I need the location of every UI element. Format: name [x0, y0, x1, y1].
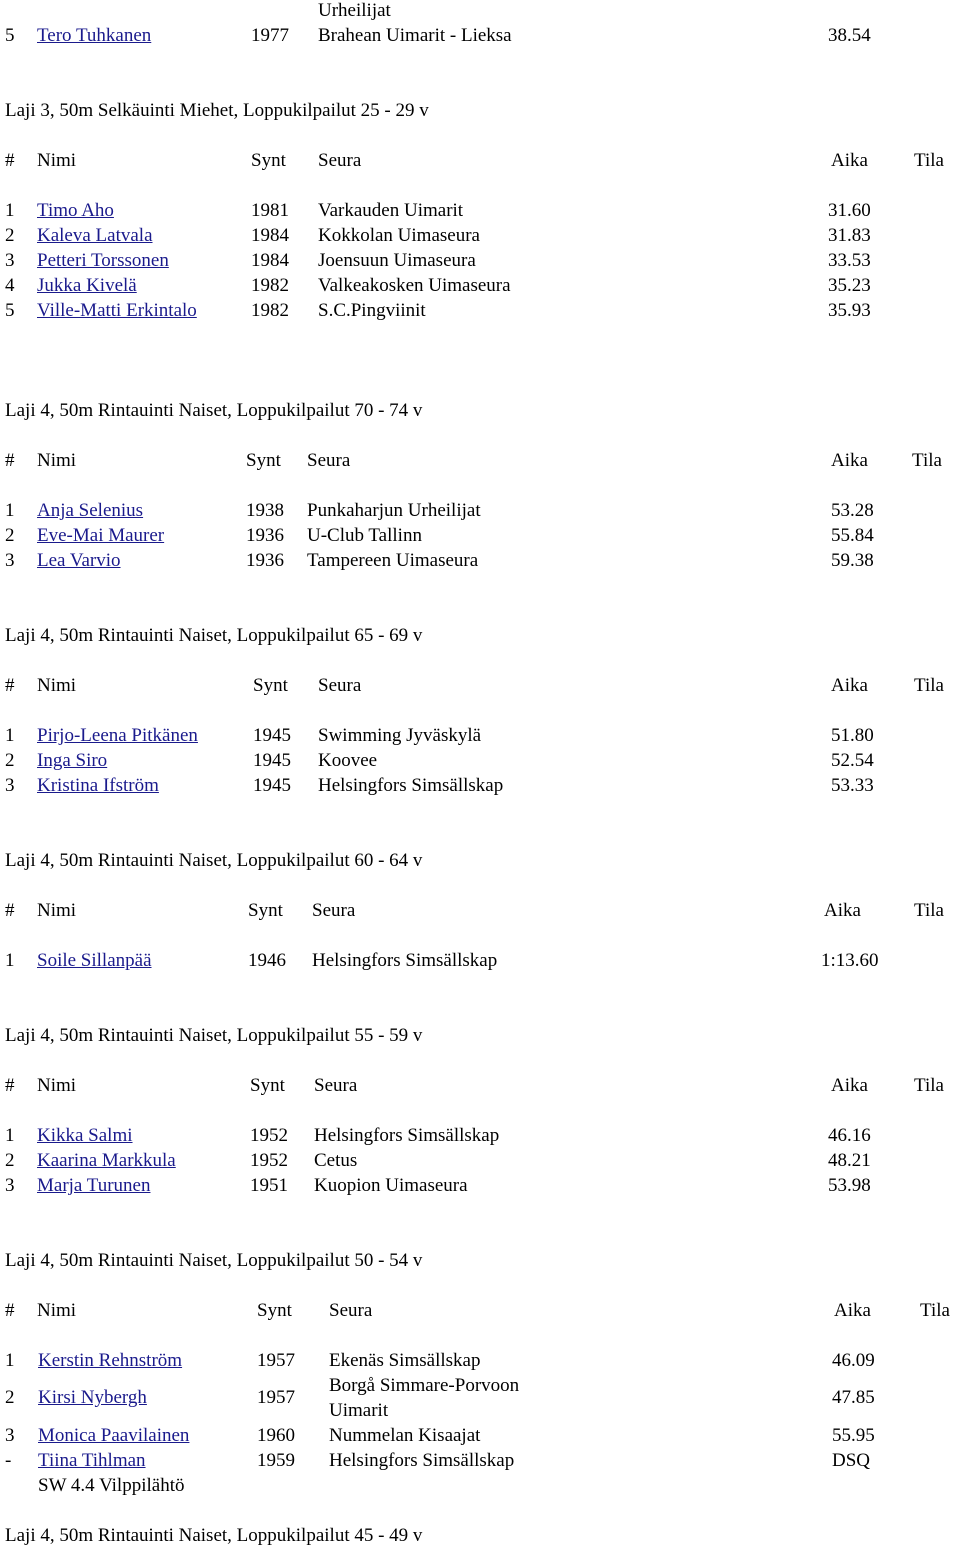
athlete-link[interactable]: Tiina Tihlman: [38, 1450, 146, 1471]
athlete-link[interactable]: Timo Aho: [37, 200, 114, 221]
year-cell: 1945: [253, 725, 291, 746]
club-cell: Punkaharjun Urheilijat: [307, 500, 481, 521]
rank-cell: 3: [5, 250, 15, 271]
athlete-link[interactable]: Kirsi Nybergh: [38, 1387, 147, 1408]
athlete-link[interactable]: Kaleva Latvala: [37, 225, 153, 246]
header-status: Tila: [914, 675, 944, 696]
athlete-link[interactable]: Anja Selenius: [37, 500, 144, 521]
time-cell: 33.53: [828, 250, 871, 271]
year-cell: 1960: [257, 1425, 295, 1446]
year-cell: 1952: [250, 1150, 288, 1171]
athlete-link[interactable]: Eve-Mai Maurer: [37, 525, 165, 546]
athlete-link[interactable]: Kristina Ifström: [37, 775, 159, 796]
time-cell: 52.54: [831, 750, 874, 771]
year-cell: 1982: [251, 275, 289, 296]
section-title: Laji 4, 50m Rintauinti Naiset, Loppukilpailut 45 - 49 v: [5, 1525, 423, 1546]
year-cell: 1952: [250, 1125, 288, 1146]
header-time: Aika: [824, 900, 861, 921]
athlete-link[interactable]: Kikka Salmi: [37, 1125, 133, 1146]
time-cell: 1:13.60: [821, 950, 879, 971]
athlete-link[interactable]: Lea Varvio: [37, 550, 121, 571]
year-cell: 1951: [250, 1175, 288, 1196]
status-cell: DSQ: [832, 1450, 871, 1471]
header-time: Aika: [834, 1300, 871, 1321]
club-cell: Joensuun Uimaseura: [318, 250, 476, 271]
athlete-link[interactable]: Soile Sillanpää: [37, 950, 152, 971]
year-cell: 1957: [257, 1350, 295, 1371]
rank-cell: 3: [5, 1175, 15, 1196]
header-time: Aika: [831, 450, 868, 471]
club-cell: U-Club Tallinn: [307, 525, 422, 546]
club-cell: Kokkolan Uimaseura: [318, 225, 480, 246]
rank-cell: 4: [5, 275, 15, 296]
time-cell: 55.84: [831, 525, 874, 546]
club-cell: Brahean Uimarit - Lieksa: [318, 25, 512, 46]
header-status: Tila: [920, 1300, 950, 1321]
header-year: Synt: [248, 900, 283, 921]
year-cell: 1981: [251, 200, 289, 221]
header-year: Synt: [257, 1300, 292, 1321]
club-cell: Helsingfors Simsällskap: [312, 950, 498, 971]
rank-cell: 2: [5, 1150, 15, 1171]
time-cell: 35.93: [828, 300, 871, 321]
header-club: Seura: [314, 1075, 358, 1096]
section-title: Laji 4, 50m Rintauinti Naiset, Loppukilpailut 60 - 64 v: [5, 850, 423, 871]
time-cell: 51.80: [831, 725, 874, 746]
rank-cell: 3: [5, 550, 15, 571]
header-year: Synt: [251, 150, 286, 171]
year-cell: 1936: [246, 525, 284, 546]
year-cell: 1984: [251, 225, 289, 246]
club-cell: Swimming Jyväskylä: [318, 725, 482, 746]
club-cell: Nummelan Kisaajat: [329, 1425, 481, 1446]
time-cell: 53.33: [831, 775, 874, 796]
time-cell: 53.28: [831, 500, 874, 521]
header-year: Synt: [253, 675, 288, 696]
year-cell: 1957: [257, 1387, 295, 1408]
time-cell: 53.98: [828, 1175, 871, 1196]
year-cell: 1982: [251, 300, 289, 321]
athlete-link[interactable]: Jukka Kivelä: [37, 275, 137, 296]
athlete-link[interactable]: Tero Tuhkanen: [37, 25, 152, 46]
club-cell: Varkauden Uimarit: [318, 200, 464, 221]
header-time: Aika: [831, 1075, 868, 1096]
club-wrap-text: Urheilijat: [318, 0, 391, 21]
header-rank: #: [5, 450, 15, 471]
athlete-link[interactable]: Pirjo-Leena Pitkänen: [37, 725, 198, 746]
header-club: Seura: [307, 450, 351, 471]
year-cell: 1959: [257, 1450, 295, 1471]
rank-cell: -: [5, 1450, 12, 1471]
header-year: Synt: [246, 450, 281, 471]
club-cell: Valkeakosken Uimaseura: [318, 275, 511, 296]
rank-cell: 5: [5, 300, 15, 321]
header-club: Seura: [329, 1300, 373, 1321]
time-cell: 46.16: [828, 1125, 871, 1146]
club-cell: S.C.Pingviinit: [318, 300, 426, 321]
header-name: Nimi: [37, 675, 77, 696]
header-name: Nimi: [37, 150, 77, 171]
year-cell: 1945: [253, 775, 291, 796]
section-title: Laji 4, 50m Rintauinti Naiset, Loppukilpailut 55 - 59 v: [5, 1025, 423, 1046]
athlete-link[interactable]: Monica Paavilainen: [38, 1425, 190, 1446]
header-rank: #: [5, 1075, 15, 1096]
time-cell: 35.23: [828, 275, 871, 296]
header-time: Aika: [831, 150, 868, 171]
club-cell: Koovee: [318, 750, 378, 771]
athlete-link[interactable]: Inga Siro: [37, 750, 108, 771]
athlete-link[interactable]: Ville-Matti Erkintalo: [37, 300, 197, 321]
rank-cell: 5: [5, 25, 15, 46]
header-rank: #: [5, 900, 15, 921]
header-status: Tila: [914, 1075, 944, 1096]
rank-cell: 2: [5, 1387, 15, 1408]
club-cell: Helsingfors Simsällskap: [314, 1125, 500, 1146]
header-time: Aika: [831, 675, 868, 696]
rank-cell: 1: [5, 725, 15, 746]
club-cell: Kuopion Uimaseura: [314, 1175, 468, 1196]
year-cell: 1938: [246, 500, 284, 521]
athlete-link[interactable]: Marja Turunen: [37, 1175, 151, 1196]
time-cell: 31.60: [828, 200, 871, 221]
header-name: Nimi: [37, 450, 77, 471]
rank-cell: 1: [5, 200, 15, 221]
club-cell-line1: Borgå Simmare-Porvoon: [329, 1375, 520, 1396]
time-cell: 46.09: [832, 1350, 875, 1371]
header-status: Tila: [914, 150, 944, 171]
section-title: Laji 4, 50m Rintauinti Naiset, Loppukilpailut 70 - 74 v: [5, 400, 423, 421]
year-cell: 1945: [253, 750, 291, 771]
section-title: Laji 3, 50m Selkäuinti Miehet, Loppukilpailut 25 - 29 v: [5, 100, 429, 121]
year-cell: 1977: [251, 25, 289, 46]
header-rank: #: [5, 1300, 15, 1321]
header-name: Nimi: [37, 900, 77, 921]
header-rank: #: [5, 675, 15, 696]
club-cell-line2: Uimarit: [329, 1400, 389, 1421]
rank-cell: 2: [5, 225, 15, 246]
disqualification-note: SW 4.4 Vilppilähtö: [38, 1475, 185, 1496]
rank-cell: 3: [5, 775, 15, 796]
header-name: Nimi: [37, 1300, 77, 1321]
header-year: Synt: [250, 1075, 285, 1096]
club-cell: Ekenäs Simsällskap: [329, 1350, 481, 1371]
rank-cell: 3: [5, 1425, 15, 1446]
year-cell: 1936: [246, 550, 284, 571]
time-cell: 38.54: [828, 25, 871, 46]
header-club: Seura: [312, 900, 356, 921]
header-status: Tila: [912, 450, 942, 471]
section-title: Laji 4, 50m Rintauinti Naiset, Loppukilpailut 50 - 54 v: [5, 1250, 423, 1271]
header-name: Nimi: [37, 1075, 77, 1096]
rank-cell: 1: [5, 500, 15, 521]
header-rank: #: [5, 150, 15, 171]
rank-cell: 1: [5, 1350, 15, 1371]
header-status: Tila: [914, 900, 944, 921]
athlete-link[interactable]: Petteri Torssonen: [37, 250, 169, 271]
time-cell: 48.21: [828, 1150, 871, 1171]
rank-cell: 1: [5, 1125, 15, 1146]
club-cell: Helsingfors Simsällskap: [318, 775, 504, 796]
rank-cell: 2: [5, 750, 15, 771]
year-cell: 1984: [251, 250, 289, 271]
club-cell: Tampereen Uimaseura: [307, 550, 479, 571]
rank-cell: 1: [5, 950, 15, 971]
header-club: Seura: [318, 150, 362, 171]
time-cell: 47.85: [832, 1387, 875, 1408]
header-club: Seura: [318, 675, 362, 696]
club-cell: Helsingfors Simsällskap: [329, 1450, 515, 1471]
time-cell: 31.83: [828, 225, 871, 246]
club-cell: Cetus: [314, 1150, 358, 1171]
athlete-link[interactable]: Kaarina Markkula: [37, 1150, 176, 1171]
time-cell: 55.95: [832, 1425, 875, 1446]
athlete-link[interactable]: Kerstin Rehnström: [38, 1350, 183, 1371]
time-cell: 59.38: [831, 550, 874, 571]
year-cell: 1946: [248, 950, 286, 971]
section-title: Laji 4, 50m Rintauinti Naiset, Loppukilpailut 65 - 69 v: [5, 625, 423, 646]
rank-cell: 2: [5, 525, 15, 546]
